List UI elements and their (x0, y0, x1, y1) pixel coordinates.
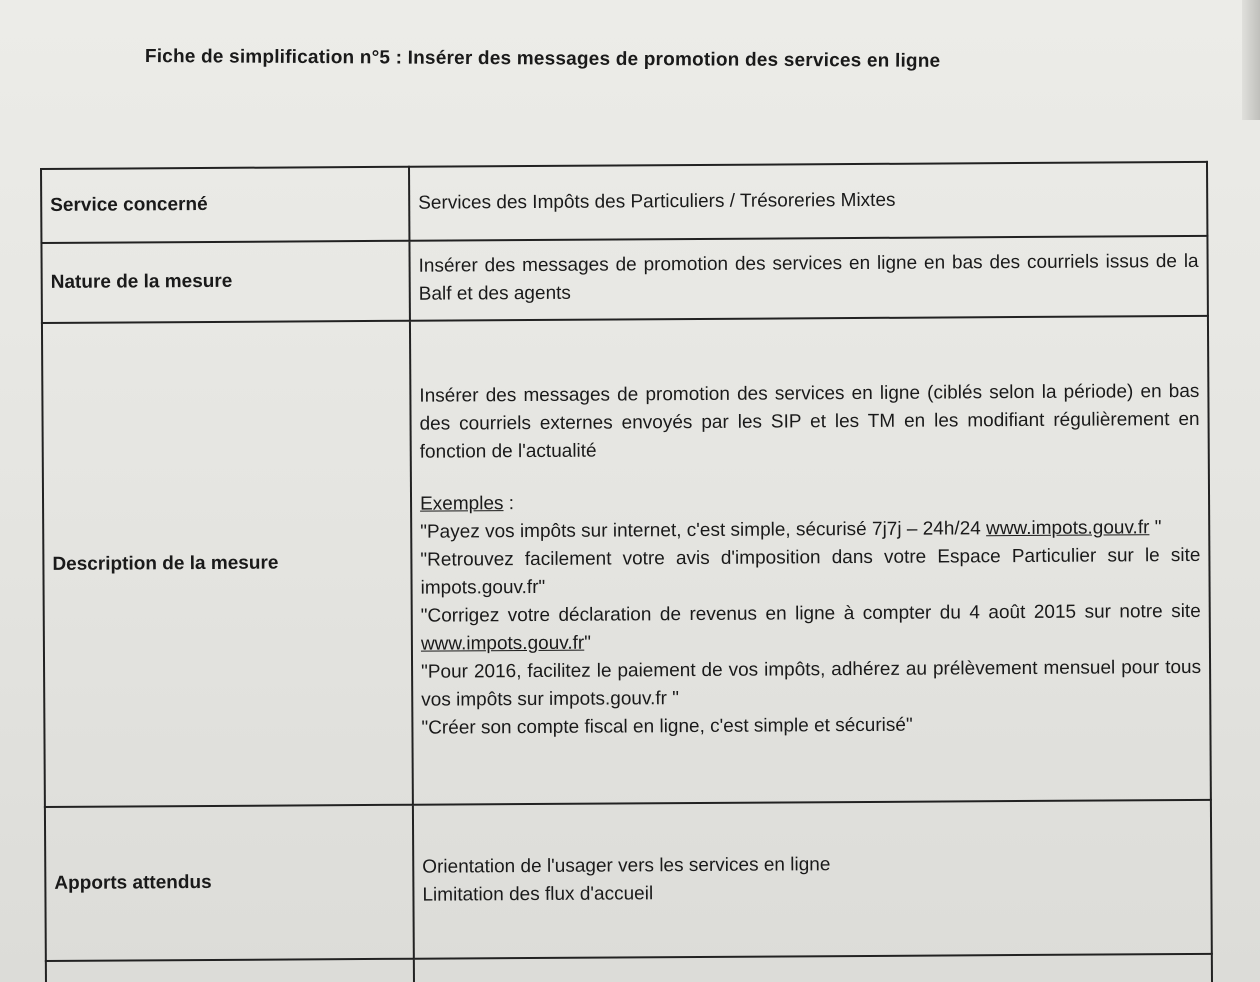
examples-heading-suffix: : (503, 493, 515, 515)
paper-edge-shadow (1242, 0, 1260, 120)
examples-heading: Exemples (419, 493, 504, 515)
next-row-value (414, 954, 1212, 982)
apports-line-1: Orientation de l'usager vers les services en ligne (422, 854, 831, 878)
document-title: Fiche de simplification n°5 : Insérer des messages de promotion des services en ligne (144, 46, 941, 72)
table-row-nature (41, 236, 1207, 323)
table-row-apports (45, 800, 1212, 961)
description-label: Description de la mesure (42, 321, 413, 807)
table-row-service (41, 162, 1207, 243)
apports-line-2: Limitation des flux d'accueil (422, 883, 654, 906)
next-row-label (46, 959, 414, 982)
example-3-end: " (584, 632, 592, 654)
description-value (410, 316, 1211, 805)
example-3-text: "Corrigez votre déclaration de revenus en ligne à compter du 4 août 2015 sur notre site (420, 600, 1201, 627)
example-3-link[interactable]: www.impots.gouv.fr (420, 632, 585, 655)
description-intro: Insérer des messages de promotion des services en ligne (ciblés selon la période) en bas des courriels externes envoyés par les SIP et les TM en les modifiant régulièrement en fonction de l'actualité (419, 380, 1200, 463)
table-row-description (42, 316, 1211, 807)
apports-label: Apports attendus (45, 805, 414, 961)
nature-value: Insérer des messages de promotion des services en ligne en bas des courriels issus de la Balf et des agents (409, 236, 1207, 321)
apports-value (413, 800, 1212, 959)
example-1-link[interactable]: www.impots.gouv.fr (986, 517, 1150, 540)
example-1-text: "Payez vos impôts sur internet, c'est simple, sécurisé 7j7j – 24h/24 (420, 518, 987, 543)
nature-label: Nature de la mesure (41, 241, 409, 323)
simplification-table (40, 161, 1213, 982)
example-4: "Pour 2016, facilitez le paiement de vos impôts, adhérez au prélèvement mensuel pour tous vos impôts sur impots.gouv.fr " (421, 656, 1202, 711)
example-5: "Créer son compte fiscal en ligne, c'est simple et sécurisé" (421, 714, 913, 739)
service-label: Service concerné (41, 167, 409, 243)
example-1-end: " (1149, 517, 1162, 539)
service-value: Services des Impôts des Particuliers / Trésoreries Mixtes (409, 162, 1207, 241)
example-2: "Retrouvez facilement votre avis d'imposition dans votre Espace Particulier sur le site impots.gouv.fr" (420, 544, 1201, 599)
example-3 (421, 598, 1201, 659)
